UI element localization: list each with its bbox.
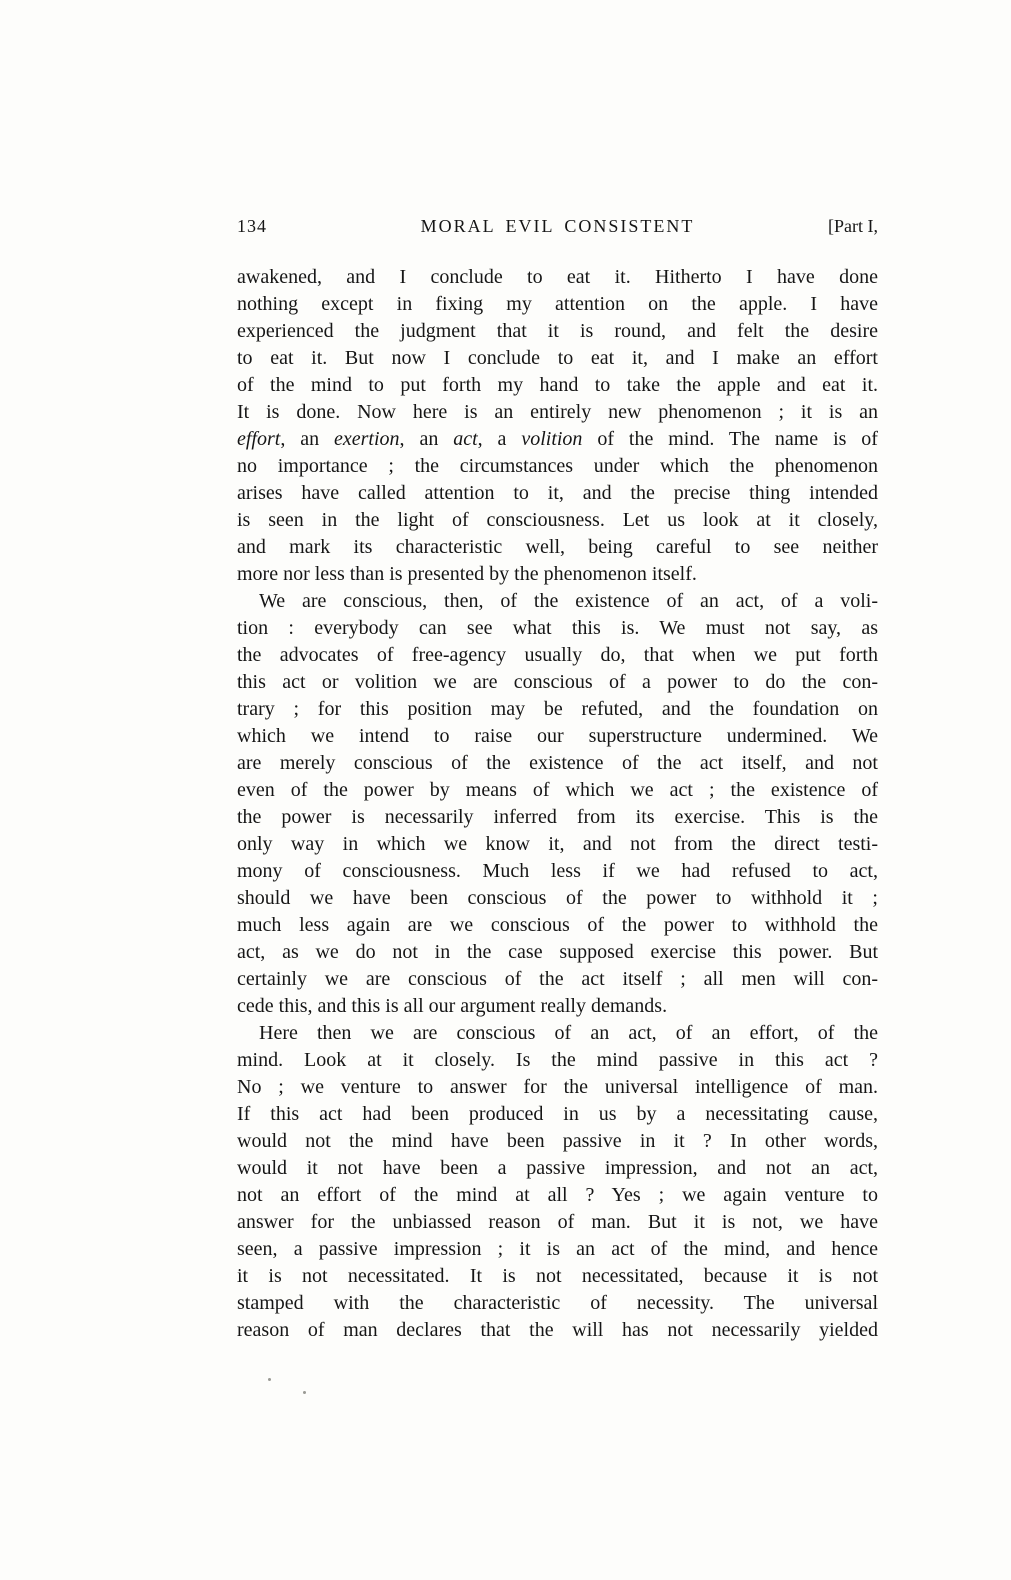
page-number: 134	[237, 216, 267, 236]
text-segment: tion : everybody can see what this is. We must not say, as	[237, 617, 878, 639]
text-line	[237, 534, 878, 561]
italic-text: act	[453, 428, 478, 450]
italic-text: effort	[237, 428, 281, 450]
text-line	[237, 642, 878, 669]
text-segment: trary ; for this position may be refuted, and the foundation on	[237, 698, 878, 720]
text-segment: It is done. Now here is an entirely new phenomenon ; it is an	[237, 401, 878, 423]
text-line	[237, 426, 878, 453]
text-line	[237, 372, 878, 399]
text-segment: We are conscious, then, of the existence of an act, of a voli-	[259, 590, 878, 612]
text-line	[237, 1047, 878, 1074]
text-line	[237, 777, 878, 804]
text-line	[237, 1155, 878, 1182]
text-segment: seen, a passive impression ; it is an act of the mind, and hence	[237, 1238, 878, 1260]
text-segment: even of the power by means of which we act ; the existence of	[237, 779, 878, 801]
text-segment: and mark its characteristic well, being careful to see neither	[237, 536, 878, 558]
text-segment: answer for the unbiassed reason of man. But it is not, we have	[237, 1211, 878, 1233]
text-line	[237, 1317, 878, 1344]
text-segment: the power is necessarily inferred from its exercise. This is the	[237, 806, 878, 828]
text-line	[237, 1101, 878, 1128]
text-segment: If this act had been produced in us by a necessitating cause,	[237, 1103, 878, 1125]
page-header	[237, 216, 878, 240]
text-line	[237, 480, 878, 507]
text-line	[237, 993, 878, 1020]
text-line	[237, 264, 878, 291]
text-line	[237, 1074, 878, 1101]
text-segment: act, as we do not in the case supposed exercise this power. But	[237, 941, 878, 963]
text-segment: cede this, and this is all our argument really demands.	[237, 995, 668, 1017]
text-segment: which we intend to raise our superstructure undermined. We	[237, 725, 878, 747]
text-line	[237, 1290, 878, 1317]
scan-speck	[268, 1378, 271, 1381]
text-line	[237, 912, 878, 939]
text-segment: are merely conscious of the existence of the act itself, and not	[237, 752, 878, 774]
text-segment: would not the mind have been passive in it ? In other words,	[237, 1130, 878, 1152]
text-line	[237, 831, 878, 858]
text-segment: much less again are we conscious of the power to withhold the	[237, 914, 878, 936]
text-line	[237, 1020, 878, 1047]
text-line	[237, 588, 878, 615]
text-segment: is seen in the light of consciousness. Let us look at it closely,	[237, 509, 878, 531]
part-label: [Part I,	[828, 216, 878, 236]
text-segment: reason of man declares that the will has not necessarily yielded	[237, 1319, 878, 1341]
text-segment: should we have been conscious of the power to withhold it ;	[237, 887, 878, 909]
text-segment: this act or volition we are conscious of a power to do the con-	[237, 671, 878, 693]
text-segment: mony of consciousness. Much less if we had refused to act,	[237, 860, 878, 882]
text-line	[237, 1236, 878, 1263]
text-line	[237, 696, 878, 723]
text-line	[237, 1209, 878, 1236]
text-line	[237, 507, 878, 534]
text-segment: arises have called attention to it, and the precise thing intended	[237, 482, 878, 504]
text-block	[237, 264, 878, 1344]
text-line	[237, 1182, 878, 1209]
italic-text: volition	[521, 428, 583, 450]
text-line	[237, 345, 878, 372]
text-line	[237, 453, 878, 480]
text-line	[237, 615, 878, 642]
text-line	[237, 291, 878, 318]
text-segment: certainly we are conscious of the act itself ; all men will con-	[237, 968, 878, 990]
text-line	[237, 669, 878, 696]
text-line	[237, 858, 878, 885]
text-line	[237, 804, 878, 831]
text-segment: , an	[280, 428, 335, 450]
text-segment: no importance ; the circumstances under which the phenomenon	[237, 455, 878, 477]
text-line	[237, 723, 878, 750]
italic-text: exertion	[334, 428, 400, 450]
text-segment: it is not necessitated. It is not necessitated, because it is not	[237, 1265, 878, 1287]
text-segment: awakened, and I conclude to eat it. Hitherto I have done	[237, 266, 878, 288]
text-line	[237, 966, 878, 993]
text-line	[237, 399, 878, 426]
text-line	[237, 561, 878, 588]
text-segment: stamped with the characteristic of necessity. The universal	[237, 1292, 878, 1314]
text-segment: nothing except in fixing my attention on the apple. I have	[237, 293, 878, 315]
text-line	[237, 939, 878, 966]
text-segment: not an effort of the mind at all ? Yes ; we again venture to	[237, 1184, 878, 1206]
text-segment: experienced the judgment that it is round, and felt the desire	[237, 320, 878, 342]
text-segment: , a	[477, 428, 522, 450]
text-segment: to eat it. But now I conclude to eat it, and I make an effort	[237, 347, 878, 369]
text-segment: , an	[399, 428, 454, 450]
text-segment: Here then we are conscious of an act, of an effort, of the	[259, 1022, 878, 1044]
text-segment: of the mind. The name is of	[582, 428, 878, 450]
text-segment: would it not have been a passive impression, and not an act,	[237, 1157, 878, 1179]
text-segment: only way in which we know it, and not from the direct testi-	[237, 833, 878, 855]
text-line	[237, 318, 878, 345]
text-line	[237, 885, 878, 912]
text-segment: No ; we venture to answer for the universal intelligence of man.	[237, 1076, 878, 1098]
text-line	[237, 1128, 878, 1155]
text-segment: of the mind to put forth my hand to take the apple and eat it.	[237, 374, 878, 396]
text-segment: the advocates of free-agency usually do, that when we put forth	[237, 644, 878, 666]
text-line	[237, 1263, 878, 1290]
running-title: MORAL EVIL CONSISTENT	[420, 216, 695, 236]
text-line	[237, 750, 878, 777]
text-segment: more nor less than is presented by the phenomenon itself.	[237, 563, 697, 585]
text-segment: mind. Look at it closely. Is the mind passive in this act ?	[237, 1049, 878, 1071]
scan-speck	[303, 1391, 306, 1394]
